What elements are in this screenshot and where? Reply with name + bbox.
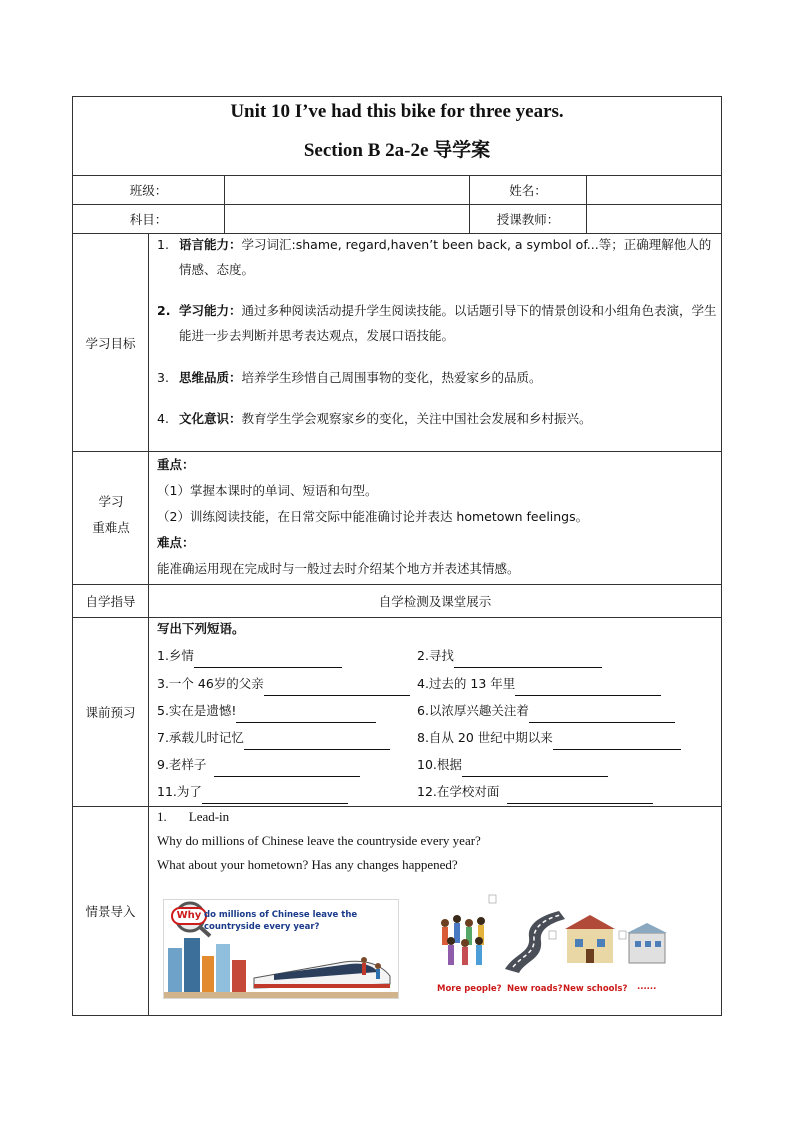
answer-blank[interactable] bbox=[454, 652, 602, 668]
image-label: New schools? bbox=[563, 984, 628, 994]
phrase-item: 10.根据 bbox=[417, 752, 608, 777]
keypoints-row bbox=[73, 452, 721, 585]
phrase-item: 9.老样子 bbox=[157, 752, 360, 777]
unit-title: Unit 10 I’ve had this bike for three years. bbox=[230, 101, 564, 122]
countryside-train-image bbox=[163, 899, 399, 999]
phrase-item: 4.过去的 13 年里 bbox=[417, 671, 661, 696]
hometown-changes-image bbox=[435, 893, 671, 999]
name-field[interactable] bbox=[587, 176, 721, 204]
answer-blank[interactable] bbox=[529, 707, 675, 723]
section-title: Section B 2a-2e 导学案 bbox=[303, 140, 491, 161]
leadin-line: 1. Lead-in bbox=[157, 809, 230, 824]
guide-text: 自学检测及课堂展示 bbox=[378, 594, 492, 609]
guide-label: 自学指导 bbox=[73, 585, 149, 617]
leadin-question: What about your hometown? Has any changes happened? bbox=[157, 857, 458, 872]
answer-blank[interactable] bbox=[236, 707, 376, 723]
intro-row bbox=[73, 807, 721, 1015]
class-label: 班级： bbox=[73, 176, 225, 204]
phrase-item: 12.在学校对面 bbox=[417, 779, 653, 804]
answer-blank[interactable] bbox=[553, 734, 681, 750]
phrase-item: 1.乡情 bbox=[157, 643, 342, 668]
info-row-class bbox=[73, 176, 721, 205]
answer-blank[interactable] bbox=[462, 761, 608, 777]
phrase-item: 8.自从 20 世纪中期以来 bbox=[417, 725, 681, 750]
phrase-item: 6.以浓厚兴趣关注着 bbox=[417, 698, 675, 723]
phrase-item: 5.实在是遗憾! bbox=[157, 698, 376, 723]
difficulty-point: 能准确运用现在完成时与一般过去时介绍某个地方并表述其情感。 bbox=[157, 561, 520, 576]
objectives-row bbox=[73, 234, 721, 452]
answer-blank[interactable] bbox=[507, 788, 653, 804]
objectives-content: 1. 语言能力：学习词汇:shame, regard,haven’t been back, a symbol of...等；正确理解他人的情感、态度。 2. 学习能力：通过多种阅读活动提升学生阅读技能。以话题引导下的情景创设和小组角色表演，学生能进一步去判断并思考表达观点，发展口语技能。 3. 思维品质：培养学生珍惜自己周围事物的变化，热爱家乡的品质。 4. 文化意识：教育学生学会观察家乡的变化，关注中国社会发展和乡村振兴。 bbox=[157, 237, 717, 426]
title-row bbox=[73, 97, 721, 176]
teacher-field[interactable] bbox=[587, 205, 721, 233]
subject-label: 科目： bbox=[73, 205, 225, 233]
image-label: ...... bbox=[637, 982, 657, 992]
preview-content bbox=[149, 618, 721, 806]
info-row-subject bbox=[73, 205, 721, 234]
answer-blank[interactable] bbox=[244, 734, 390, 750]
worksheet-table bbox=[72, 96, 722, 1016]
phrase-item: 2.寻找 bbox=[417, 643, 602, 668]
answer-blank[interactable] bbox=[194, 652, 342, 668]
class-field[interactable] bbox=[225, 176, 470, 204]
preview-row bbox=[73, 618, 721, 807]
keypoints-content bbox=[149, 452, 721, 584]
subject-field[interactable] bbox=[225, 205, 470, 233]
why-badge: Why bbox=[171, 907, 207, 925]
phrase-item: 7.承载儿时记忆 bbox=[157, 725, 390, 750]
preview-label: 课前预习 bbox=[73, 618, 149, 806]
answer-blank[interactable] bbox=[515, 680, 661, 696]
leadin-question: Why do millions of Chinese leave the countryside every year? bbox=[157, 833, 481, 848]
intro-label: 情景导入 bbox=[73, 807, 149, 1015]
preview-heading: 写出下列短语。 bbox=[157, 621, 245, 636]
phrase-item: 11.为了 bbox=[157, 779, 348, 804]
answer-blank[interactable] bbox=[202, 788, 348, 804]
keypoints-label: 学习 重难点 bbox=[73, 452, 149, 584]
image-label: More people? bbox=[437, 984, 502, 994]
key-point: （1）掌握本课时的单词、短语和句型。 bbox=[157, 483, 378, 498]
answer-blank[interactable] bbox=[264, 680, 410, 696]
objectives-label: 学习目标 bbox=[73, 234, 149, 451]
answer-blank[interactable] bbox=[214, 761, 360, 777]
intro-content bbox=[149, 807, 721, 1015]
teacher-label: 授课教师： bbox=[470, 205, 587, 233]
image-caption: do millions of Chinese leave the countryside every year? bbox=[204, 910, 358, 932]
difficulty-heading: 难点： bbox=[157, 535, 195, 550]
name-label: 姓名： bbox=[470, 176, 587, 204]
phrase-item: 3.一个 46岁的父亲 bbox=[157, 671, 410, 696]
key-heading: 重点： bbox=[157, 457, 195, 472]
image-label: New roads? bbox=[507, 984, 563, 994]
guide-row bbox=[73, 585, 721, 618]
key-point: （2）训练阅读技能，在日常交际中能准确讨论并表达 hometown feelings。 bbox=[157, 509, 589, 524]
